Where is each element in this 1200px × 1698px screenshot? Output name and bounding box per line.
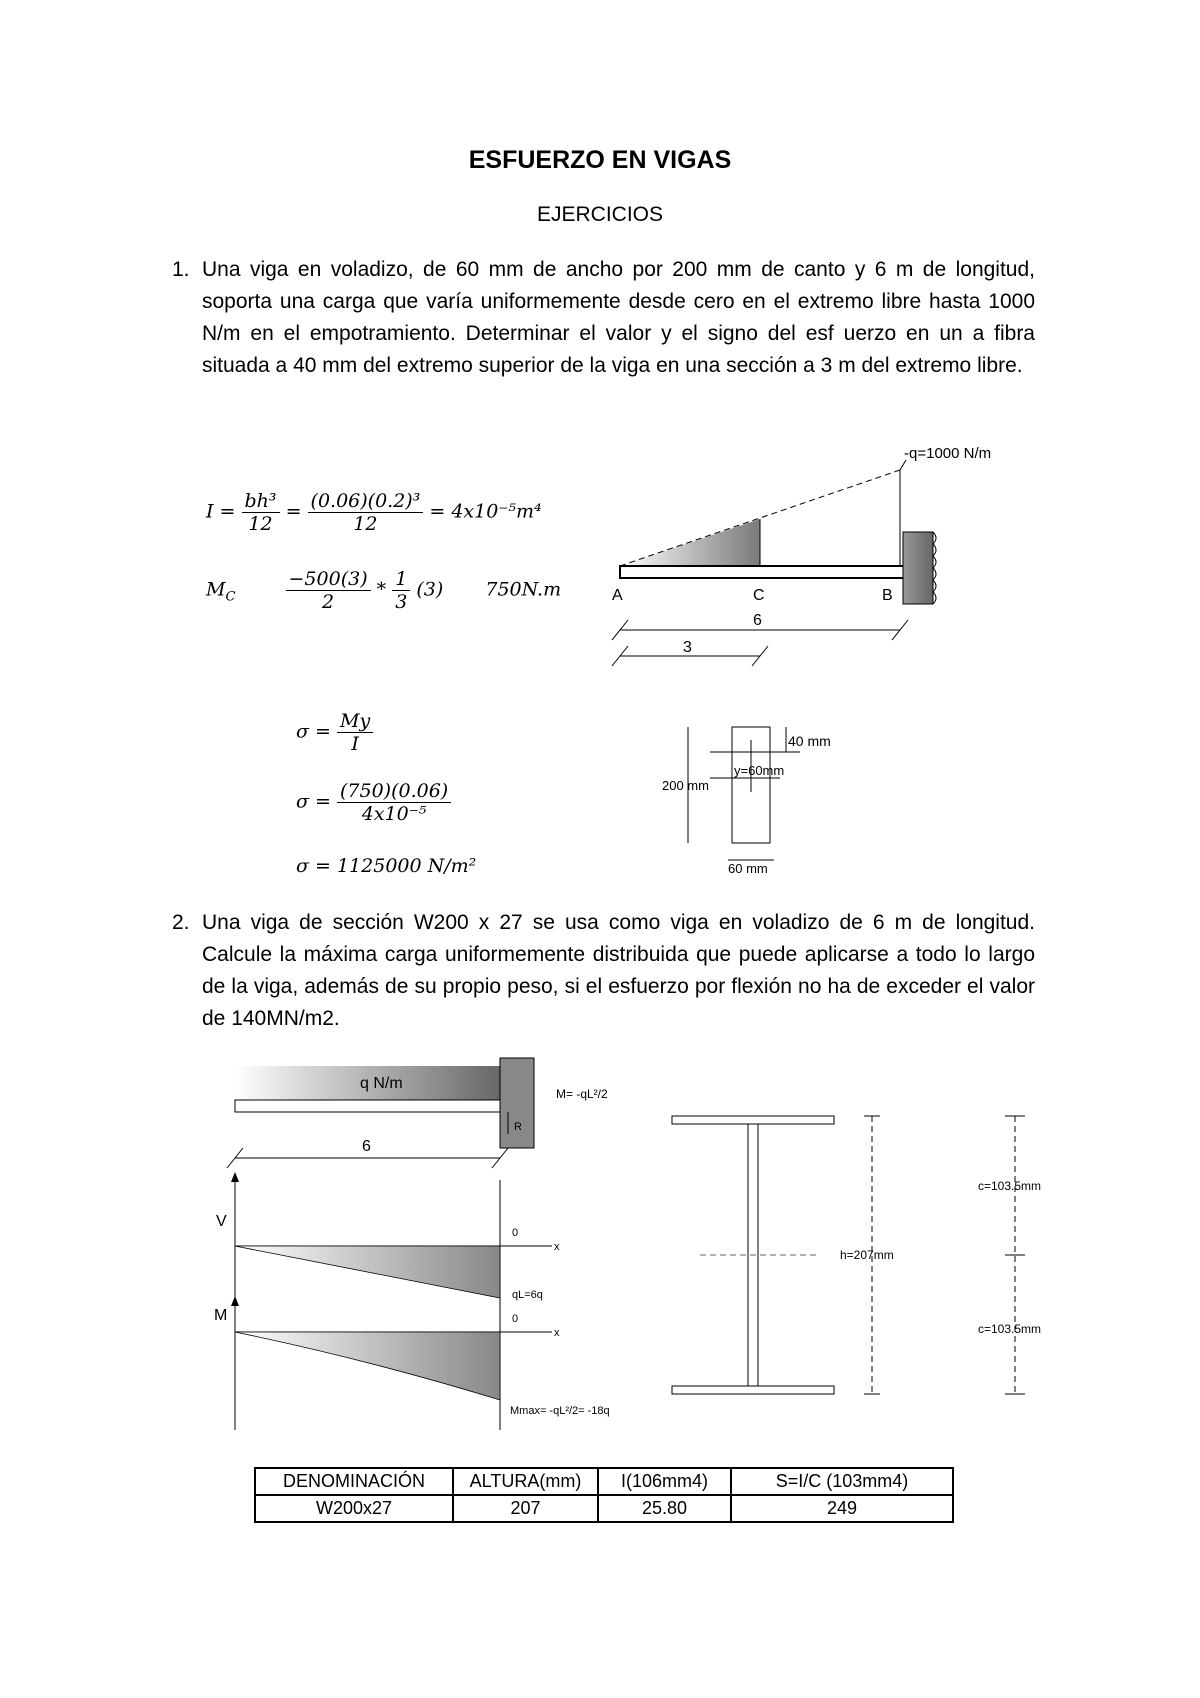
exercise-1-text: Una viga en voladizo, de 60 mm de ancho por 200 mm de canto y 6 m de longitud, soporta una carga que varía uniformemente desde cero en el extremo libre hasta 1000 N/m en el empotramiento. Determinar el valor y el signo del esf uerzo en un a fibra situada a 40 mm del extremo superior de la viga en una sección a 3 m del extremo libre. [202,258,1035,377]
inertia-equation: I = $\frac{\text{bh³}}{12}$ = $\frac{\text{(0.06)(0.2)³}}{12}$ = 4x10⁻⁵m⁴ [206,490,542,535]
v-x-label: x [554,1241,560,1253]
shear-diagram [235,1246,500,1298]
table-header-row [255,1468,953,1495]
cell-altura: 207 [453,1495,598,1522]
sigma1-lhs: σ = [296,720,331,743]
moment-factor: (3) [416,578,444,601]
rectangular-section-figure [650,710,870,885]
v-label: V [216,1213,227,1230]
header-denominacion: DENOMINACIÓN [255,1468,453,1495]
sigma-equation-1 [296,710,373,755]
m-x-label: x [554,1327,560,1339]
cell-inertia: 25.80 [598,1495,731,1522]
moment-sub: C [225,589,236,605]
beam-2-support [500,1058,534,1148]
moment-end-label: Mmax= -qL²/2= -18q [510,1405,610,1417]
cell-section-modulus: 249 [731,1495,953,1522]
i-beam-section-figure [660,1100,1080,1420]
inertia-result: 4x10⁻⁵m⁴ [451,500,542,523]
dimension-half-label: 3 [683,639,692,656]
header-section-modulus: S=I/C (103mm4) [731,1468,953,1495]
v-axis-arrow [231,1172,239,1182]
sigma-equation-3: σ = 1125000 N/m² [296,855,477,877]
load-label: -q=1000 N/m [904,445,992,462]
width-dim-label: 60 mm [728,861,768,876]
page-subtitle: EJERCICIOS [536,203,664,226]
moment-lhs: M [206,578,226,601]
inertia-num1: bh³ [242,490,280,513]
cantilever-uniform-load-diagrams [200,1050,660,1430]
bottom-flange [672,1386,834,1394]
section-properties-table [254,1467,954,1523]
inertia-num2: (0.06)(0.2)³ [308,490,424,513]
exercise-1-number: 1. [172,258,190,281]
inertia-den2: 12 [353,513,378,535]
point-b-label: B [882,587,893,604]
height-dim-label: 200 mm [662,778,709,793]
top-flange [672,1116,834,1124]
moment-diagram [235,1332,500,1400]
page-title: ESFUERZO EN VIGAS [468,146,732,174]
c-bottom-label: c=103.5mm [978,1322,1042,1336]
moment-num1: −500(3) [286,568,371,591]
exercise-2-number: 2. [172,911,190,934]
dimension-total-label: 6 [753,612,762,629]
sigma2-den: 4x10⁻⁵ [361,803,427,825]
sigma2-lhs: σ = [296,790,331,813]
top-dim-label: 40 mm [788,733,831,749]
moment-num2: 1 [392,568,410,591]
moment-den1: 2 [322,591,335,613]
reaction-label: R [514,1121,522,1133]
moment-op: * [376,578,387,601]
moment-reaction-label: M= -qL²/2 [556,1087,608,1101]
beam-body [620,566,925,578]
sigma1-num: My [337,710,373,733]
moment-equation [206,568,561,613]
y-dim-label: y=60mm [734,763,785,778]
point-a-label: A [612,587,623,604]
cell-denominacion: W200x27 [255,1495,453,1522]
shear-end-label: qL=6q [512,1289,543,1301]
fixed-support [903,532,933,604]
m-axis-arrow [231,1296,239,1306]
table-row [255,1495,953,1522]
m-label: M [214,1307,228,1324]
beam-2-body [235,1100,505,1112]
sigma1-den: I [351,733,359,755]
m-zero-label: 0 [512,1313,519,1325]
c-top-label: c=103.5mm [978,1179,1042,1193]
header-inertia: I(106mm4) [598,1468,731,1495]
height-label: h=207mm [840,1248,894,1262]
sigma2-num: (750)(0.06) [337,780,451,803]
point-c-label: C [753,587,765,604]
uniform-load-label: q N/m [360,1075,403,1092]
support-break [933,532,936,604]
inertia-lhs: I [206,500,214,523]
v-zero-label: 0 [512,1227,519,1239]
cantilever-triangular-load-figure [600,440,1050,680]
exercise-2-text: Una viga de sección W200 x 27 se usa como viga en voladizo de 6 m de longitud. Calcule la máxima carga uniformemente distribuida que puede aplicarse a todo lo largo de la viga, además de su propio peso, si el esfuerzo por flexión no ha de exceder el valor de 140MN/m2. [202,911,1035,1030]
beam-2-length-label: 6 [362,1138,371,1155]
header-altura: ALTURA(mm) [453,1468,598,1495]
inertia-den1: 12 [248,513,273,535]
moment-den2: 3 [395,591,408,613]
moment-result: 750N.m [485,578,562,601]
sigma-equation-2 [296,780,451,825]
